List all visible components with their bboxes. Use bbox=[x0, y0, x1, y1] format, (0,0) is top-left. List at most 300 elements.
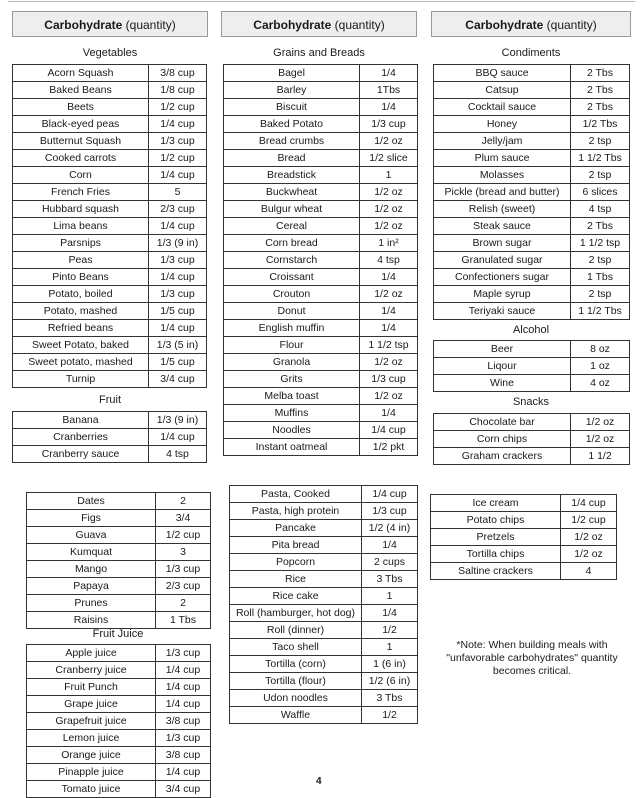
food-name: Croissant bbox=[224, 269, 360, 286]
quantity: 1/2 cup bbox=[156, 527, 211, 544]
food-name: Mango bbox=[27, 561, 156, 578]
quantity: 1/4 cup bbox=[149, 320, 207, 337]
quantity: 1/3 cup bbox=[156, 561, 211, 578]
food-name: Prunes bbox=[27, 595, 156, 612]
food-name: Roll (dinner) bbox=[230, 622, 362, 639]
quantity: 1/5 cup bbox=[149, 303, 207, 320]
quantity: 1 1/2 Tbs bbox=[571, 150, 630, 167]
quantity: 1/2 oz bbox=[571, 414, 630, 431]
table-row bbox=[27, 679, 211, 696]
food-name: Barley bbox=[224, 82, 360, 99]
table-row bbox=[224, 235, 418, 252]
food-name: Plum sauce bbox=[434, 150, 571, 167]
quantity: 1/4 bbox=[360, 269, 418, 286]
table-row bbox=[224, 371, 418, 388]
header-bold: Carbohydrate bbox=[44, 18, 123, 32]
food-name: Ice cream bbox=[431, 495, 561, 512]
quantity: 4 bbox=[561, 563, 617, 580]
quantity: 1/2 Tbs bbox=[571, 116, 630, 133]
quantity: 3/4 cup bbox=[149, 371, 207, 388]
food-name: Papaya bbox=[27, 578, 156, 595]
condiments-title: Condiments bbox=[501, 47, 561, 59]
food-name: Pasta, Cooked bbox=[230, 486, 362, 503]
quantity: 6 slices bbox=[571, 184, 630, 201]
food-name: Tortilla chips bbox=[431, 546, 561, 563]
food-name: Parsnips bbox=[13, 235, 149, 252]
food-name: Cranberry sauce bbox=[13, 446, 149, 463]
table-row bbox=[224, 422, 418, 439]
table-row bbox=[224, 320, 418, 337]
quantity: 1/4 cup bbox=[149, 429, 207, 446]
food-name: English muffin bbox=[224, 320, 360, 337]
quantity: 1/4 cup bbox=[149, 116, 207, 133]
quantity: 1/2 (6 in) bbox=[362, 673, 418, 690]
food-name: Potato, mashed bbox=[13, 303, 149, 320]
quantity: 2 cups bbox=[362, 554, 418, 571]
column-1-header bbox=[12, 11, 208, 37]
food-name: Breadstick bbox=[224, 167, 360, 184]
quantity: 2 bbox=[156, 493, 211, 510]
table-row bbox=[13, 269, 207, 286]
food-name: Chocolate bar bbox=[434, 414, 571, 431]
food-name: Refried beans bbox=[13, 320, 149, 337]
table-row bbox=[431, 529, 617, 546]
quantity: 1/2 slice bbox=[360, 150, 418, 167]
table-row bbox=[224, 82, 418, 99]
table-row bbox=[27, 696, 211, 713]
column-3-header bbox=[431, 11, 631, 37]
table-row bbox=[230, 520, 418, 537]
table-row bbox=[13, 201, 207, 218]
table-row bbox=[13, 184, 207, 201]
quantity: 1/4 cup bbox=[149, 269, 207, 286]
table-row bbox=[13, 354, 207, 371]
quantity: 1/2 oz bbox=[571, 431, 630, 448]
quantity: 1/2 cup bbox=[149, 150, 207, 167]
food-name: Bulgur wheat bbox=[224, 201, 360, 218]
quantity: 1/2 oz bbox=[561, 546, 617, 563]
food-name: Corn chips bbox=[434, 431, 571, 448]
snacks-table-bottom bbox=[430, 494, 617, 580]
quantity: 1 in² bbox=[360, 235, 418, 252]
table-row bbox=[431, 495, 617, 512]
table-row bbox=[13, 99, 207, 116]
quantity: 1/4 cup bbox=[156, 679, 211, 696]
food-name: Graham crackers bbox=[434, 448, 571, 465]
table-row bbox=[13, 446, 207, 463]
table-row bbox=[224, 133, 418, 150]
quantity: 2/3 cup bbox=[156, 578, 211, 595]
header-rest: (quantity) bbox=[331, 18, 385, 32]
table-row bbox=[13, 218, 207, 235]
food-name: Sweet Potato, baked bbox=[13, 337, 149, 354]
table-row bbox=[27, 544, 211, 561]
food-name: Pickle (bread and butter) bbox=[434, 184, 571, 201]
table-row bbox=[224, 337, 418, 354]
food-name: Acorn Squash bbox=[13, 65, 149, 82]
food-name: Roll (hamburger, hot dog) bbox=[230, 605, 362, 622]
quantity: 4 tsp bbox=[149, 446, 207, 463]
fruit-title: Fruit bbox=[99, 394, 121, 406]
table-row bbox=[434, 116, 630, 133]
table-row bbox=[434, 286, 630, 303]
quantity: 1 1/2 Tbs bbox=[571, 303, 630, 320]
table-row bbox=[224, 303, 418, 320]
quantity: 1/4 bbox=[360, 65, 418, 82]
food-name: Peas bbox=[13, 252, 149, 269]
table-row bbox=[27, 662, 211, 679]
quantity: 1/4 cup bbox=[360, 422, 418, 439]
quantity: 1/3 cup bbox=[362, 503, 418, 520]
quantity: 2 tsp bbox=[571, 167, 630, 184]
table-row bbox=[224, 439, 418, 456]
quantity: 1/4 cup bbox=[362, 486, 418, 503]
table-row bbox=[434, 235, 630, 252]
quantity: 8 oz bbox=[571, 341, 630, 358]
table-row bbox=[224, 388, 418, 405]
quantity: 1/4 cup bbox=[156, 696, 211, 713]
quantity: 1/4 cup bbox=[149, 218, 207, 235]
food-name: Wine bbox=[434, 375, 571, 392]
food-name: Banana bbox=[13, 412, 149, 429]
quantity: 1/4 bbox=[360, 303, 418, 320]
food-name: Granulated sugar bbox=[434, 252, 571, 269]
food-name: Butternut Squash bbox=[13, 133, 149, 150]
table-row bbox=[27, 747, 211, 764]
quantity: 1 bbox=[362, 588, 418, 605]
table-row bbox=[224, 150, 418, 167]
table-row bbox=[13, 252, 207, 269]
table-row bbox=[434, 414, 630, 431]
header-bold: Carbohydrate bbox=[253, 18, 332, 32]
note-line: "unfavorable carbohydrates" quantity bbox=[446, 652, 618, 664]
food-name: Turnip bbox=[13, 371, 149, 388]
table-row bbox=[230, 588, 418, 605]
table-row bbox=[27, 527, 211, 544]
food-name: Confectioners sugar bbox=[434, 269, 571, 286]
food-name: Apple juice bbox=[27, 645, 156, 662]
table-row bbox=[431, 563, 617, 580]
snacks-table-top bbox=[433, 413, 630, 465]
food-name: Donut bbox=[224, 303, 360, 320]
quantity: 1/2 oz bbox=[360, 201, 418, 218]
table-row bbox=[431, 512, 617, 529]
quantity: 1/8 cup bbox=[149, 82, 207, 99]
table-row bbox=[13, 167, 207, 184]
food-name: Raisins bbox=[27, 612, 156, 629]
food-name: Noodles bbox=[224, 422, 360, 439]
table-row bbox=[13, 235, 207, 252]
quantity: 1/2 oz bbox=[360, 354, 418, 371]
food-name: Cranberries bbox=[13, 429, 149, 446]
quantity: 1/2 oz bbox=[561, 529, 617, 546]
quantity: 1/2 bbox=[362, 707, 418, 724]
food-name: Pinapple juice bbox=[27, 764, 156, 781]
grains-title: Grains and Breads bbox=[273, 47, 365, 59]
table-row bbox=[224, 252, 418, 269]
food-name: Figs bbox=[27, 510, 156, 527]
food-name: Honey bbox=[434, 116, 571, 133]
quantity: 1/2 oz bbox=[360, 286, 418, 303]
quantity: 1Tbs bbox=[360, 82, 418, 99]
table-row bbox=[434, 150, 630, 167]
food-name: Baked Potato bbox=[224, 116, 360, 133]
food-name: Fruit Punch bbox=[27, 679, 156, 696]
quantity: 1 oz bbox=[571, 358, 630, 375]
vegetables-table bbox=[12, 64, 207, 388]
quantity: 1/3 cup bbox=[156, 730, 211, 747]
table-row bbox=[230, 707, 418, 724]
food-name: Hubbard squash bbox=[13, 201, 149, 218]
quantity: 3/4 cup bbox=[156, 781, 211, 798]
quantity: 2 Tbs bbox=[571, 65, 630, 82]
table-row bbox=[230, 537, 418, 554]
food-name: Tortilla (corn) bbox=[230, 656, 362, 673]
table-row bbox=[434, 448, 630, 465]
quantity: 2 bbox=[156, 595, 211, 612]
table-row bbox=[13, 82, 207, 99]
food-name: Granola bbox=[224, 354, 360, 371]
food-name: Steak sauce bbox=[434, 218, 571, 235]
table-row bbox=[224, 99, 418, 116]
quantity: 1/4 cup bbox=[561, 495, 617, 512]
table-row bbox=[27, 510, 211, 527]
quantity: 5 bbox=[149, 184, 207, 201]
table-row bbox=[13, 150, 207, 167]
quantity: 1/3 cup bbox=[360, 116, 418, 133]
snacks-title: Snacks bbox=[512, 396, 550, 408]
food-name: Popcorn bbox=[230, 554, 362, 571]
table-row bbox=[13, 65, 207, 82]
food-name: Catsup bbox=[434, 82, 571, 99]
table-row bbox=[224, 218, 418, 235]
food-name: Rice bbox=[230, 571, 362, 588]
note-line: becomes critical. bbox=[492, 665, 572, 677]
quantity: 1/3 cup bbox=[156, 645, 211, 662]
food-name: Lemon juice bbox=[27, 730, 156, 747]
quantity: 1/2 oz bbox=[360, 184, 418, 201]
food-name: Cornstarch bbox=[224, 252, 360, 269]
alcohol-title: Alcohol bbox=[512, 324, 550, 336]
food-name: Potato, boiled bbox=[13, 286, 149, 303]
quantity: 2 Tbs bbox=[571, 218, 630, 235]
table-row bbox=[434, 218, 630, 235]
table-row bbox=[434, 431, 630, 448]
quantity: 1/4 bbox=[362, 537, 418, 554]
quantity: 2 tsp bbox=[571, 286, 630, 303]
table-row bbox=[13, 116, 207, 133]
food-name: Cereal bbox=[224, 218, 360, 235]
quantity: 1/3 (5 in) bbox=[149, 337, 207, 354]
food-name: Bagel bbox=[224, 65, 360, 82]
food-name: Corn bbox=[13, 167, 149, 184]
table-row bbox=[230, 571, 418, 588]
table-row bbox=[224, 167, 418, 184]
quantity: 1/4 bbox=[360, 405, 418, 422]
quantity: 1/2 oz bbox=[360, 218, 418, 235]
quantity: 1/3 cup bbox=[149, 133, 207, 150]
quantity: 1/2 oz bbox=[360, 133, 418, 150]
food-name: Dates bbox=[27, 493, 156, 510]
food-name: Biscuit bbox=[224, 99, 360, 116]
food-name: Bread crumbs bbox=[224, 133, 360, 150]
food-name: Muffins bbox=[224, 405, 360, 422]
quantity: 3 bbox=[156, 544, 211, 561]
quantity: 1 1/2 tsp bbox=[571, 235, 630, 252]
quantity: 1/3 cup bbox=[360, 371, 418, 388]
fruit-juice-table bbox=[26, 644, 211, 798]
quantity: 1/2 bbox=[362, 622, 418, 639]
food-name: Molasses bbox=[434, 167, 571, 184]
quantity: 1/4 cup bbox=[149, 167, 207, 184]
quantity: 1/5 cup bbox=[149, 354, 207, 371]
quantity: 3/8 cup bbox=[156, 713, 211, 730]
header-rest: (quantity) bbox=[122, 18, 176, 32]
quantity: 3 Tbs bbox=[362, 571, 418, 588]
food-name: Pretzels bbox=[431, 529, 561, 546]
grains-table-top bbox=[223, 64, 418, 456]
quantity: 4 tsp bbox=[360, 252, 418, 269]
quantity: 1/4 bbox=[360, 320, 418, 337]
quantity: 1/4 bbox=[362, 605, 418, 622]
food-name: French Fries bbox=[13, 184, 149, 201]
table-row bbox=[434, 65, 630, 82]
quantity: 4 tsp bbox=[571, 201, 630, 218]
table-row bbox=[230, 622, 418, 639]
food-name: Pita bread bbox=[230, 537, 362, 554]
food-name: Tortilla (flour) bbox=[230, 673, 362, 690]
table-row bbox=[230, 639, 418, 656]
food-name: Lima beans bbox=[13, 218, 149, 235]
table-row bbox=[27, 561, 211, 578]
food-name: Tomato juice bbox=[27, 781, 156, 798]
table-row bbox=[13, 286, 207, 303]
table-row bbox=[434, 201, 630, 218]
quantity: 1 Tbs bbox=[156, 612, 211, 629]
quantity: 1 bbox=[360, 167, 418, 184]
table-row bbox=[224, 116, 418, 133]
table-row bbox=[27, 730, 211, 747]
quantity: 1/4 cup bbox=[156, 662, 211, 679]
table-row bbox=[27, 595, 211, 612]
food-name: Orange juice bbox=[27, 747, 156, 764]
food-name: Kumquat bbox=[27, 544, 156, 561]
food-name: Melba toast bbox=[224, 388, 360, 405]
table-row bbox=[13, 337, 207, 354]
table-row bbox=[13, 429, 207, 446]
table-row bbox=[27, 578, 211, 595]
table-row bbox=[434, 341, 630, 358]
vegetables-title: Vegetables bbox=[82, 47, 138, 59]
food-name: Brown sugar bbox=[434, 235, 571, 252]
quantity: 1/2 pkt bbox=[360, 439, 418, 456]
food-name: Relish (sweet) bbox=[434, 201, 571, 218]
table-row bbox=[431, 546, 617, 563]
quantity: 1/2 oz bbox=[360, 388, 418, 405]
table-row bbox=[13, 303, 207, 320]
quantity: 3/8 cup bbox=[149, 65, 207, 82]
food-name: Potato chips bbox=[431, 512, 561, 529]
food-name: Liqour bbox=[434, 358, 571, 375]
quantity: 1 1/2 bbox=[571, 448, 630, 465]
header-bold: Carbohydrate bbox=[465, 18, 544, 32]
food-name: Crouton bbox=[224, 286, 360, 303]
note-line: *Note: When building meals with bbox=[456, 639, 608, 651]
quantity: 1/4 cup bbox=[156, 764, 211, 781]
table-row bbox=[27, 764, 211, 781]
quantity: 1 1/2 tsp bbox=[360, 337, 418, 354]
quantity: 2 Tbs bbox=[571, 82, 630, 99]
table-row bbox=[13, 412, 207, 429]
quantity: 1/3 cup bbox=[149, 286, 207, 303]
quantity: 1 (6 in) bbox=[362, 656, 418, 673]
table-row bbox=[13, 320, 207, 337]
table-row bbox=[224, 269, 418, 286]
food-name: Maple syrup bbox=[434, 286, 571, 303]
food-name: Buckwheat bbox=[224, 184, 360, 201]
quantity: 1/2 cup bbox=[561, 512, 617, 529]
quantity: 2/3 cup bbox=[149, 201, 207, 218]
quantity: 1/2 (4 in) bbox=[362, 520, 418, 537]
quantity: 1/3 (9 in) bbox=[149, 235, 207, 252]
grains-table-bottom bbox=[229, 485, 418, 724]
table-row bbox=[230, 486, 418, 503]
food-name: BBQ sauce bbox=[434, 65, 571, 82]
table-row bbox=[27, 781, 211, 798]
fruit-table-bottom bbox=[26, 492, 211, 629]
food-name: Udon noodles bbox=[230, 690, 362, 707]
table-row bbox=[434, 99, 630, 116]
condiments-table bbox=[433, 64, 630, 320]
table-row bbox=[230, 503, 418, 520]
top-rule bbox=[8, 1, 635, 2]
table-row bbox=[230, 605, 418, 622]
table-row bbox=[434, 303, 630, 320]
quantity: 2 tsp bbox=[571, 133, 630, 150]
header-rest: (quantity) bbox=[543, 18, 597, 32]
quantity: 3 Tbs bbox=[362, 690, 418, 707]
food-name: Sweet potato, mashed bbox=[13, 354, 149, 371]
quantity: 2 Tbs bbox=[571, 99, 630, 116]
table-row bbox=[224, 286, 418, 303]
food-name: Waffle bbox=[230, 707, 362, 724]
table-row bbox=[434, 358, 630, 375]
table-row bbox=[434, 184, 630, 201]
quantity: 1/3 cup bbox=[149, 252, 207, 269]
column-2-header bbox=[221, 11, 417, 37]
food-name: Baked Beans bbox=[13, 82, 149, 99]
quantity: 3/8 cup bbox=[156, 747, 211, 764]
quantity: 1 bbox=[362, 639, 418, 656]
quantity: 1 Tbs bbox=[571, 269, 630, 286]
food-name: Saltine crackers bbox=[431, 563, 561, 580]
table-row bbox=[224, 201, 418, 218]
quantity: 2 tsp bbox=[571, 252, 630, 269]
table-row bbox=[230, 690, 418, 707]
food-name: Beets bbox=[13, 99, 149, 116]
food-name: Bread bbox=[224, 150, 360, 167]
table-row bbox=[230, 554, 418, 571]
quantity: 4 oz bbox=[571, 375, 630, 392]
food-name: Cranberry juice bbox=[27, 662, 156, 679]
food-name: Beer bbox=[434, 341, 571, 358]
table-row bbox=[224, 354, 418, 371]
food-name: Grits bbox=[224, 371, 360, 388]
alcohol-table bbox=[433, 340, 630, 392]
quantity: 1/2 cup bbox=[149, 99, 207, 116]
food-name: Grapefruit juice bbox=[27, 713, 156, 730]
table-row bbox=[434, 375, 630, 392]
